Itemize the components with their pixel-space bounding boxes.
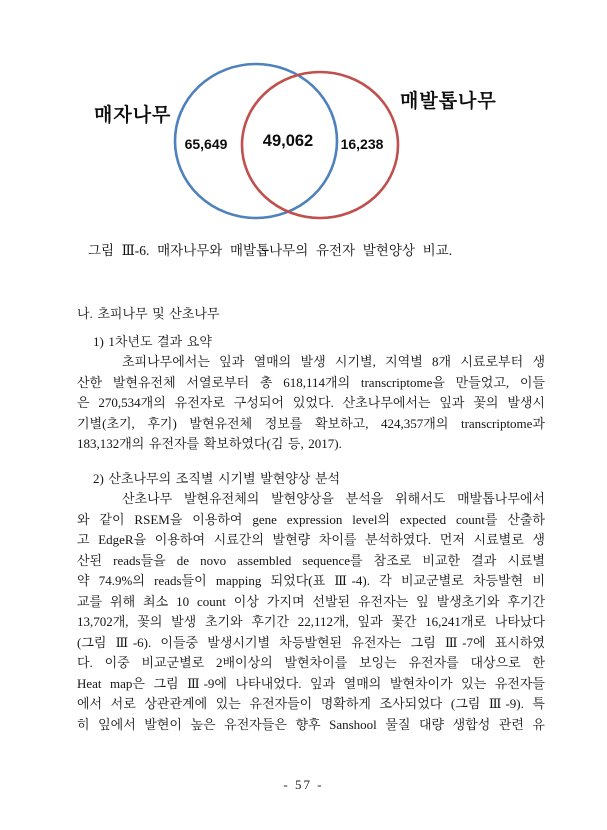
text-line: 약 74.9%의 reads들이 mapping 되었다(표 Ⅲ-4). 각 비교군별로 차등발현 비 — [77, 573, 545, 588]
text-line: 183,132개의 유전자를 확보하였다(김 등, 2017). — [77, 436, 342, 451]
text-line: 기별(초기, 후기) 발현유전체 정보를 확보하고, 424,357개의 transcriptome과 — [77, 415, 545, 431]
venn-right-only-count: 16,238 — [340, 136, 384, 152]
body-text — [77, 304, 545, 735]
text-line: 13,702개, 꽃의 발생 초기와 후기간 22,112개, 잎과 꽃간 16,241개로 나타났다 — [77, 614, 545, 629]
text-line: 은 270,534개의 유전자로 구성되어 있었다. 산초나무에서는 잎과 꽃의 발생시 — [77, 395, 545, 410]
text-line: 산된 reads들을 de novo assembled sequence를 참조로 비교한 결과 시료별 — [77, 552, 545, 568]
text-line: 교를 위해 최소 10 count 이상 가지며 선발된 유전자는 잎 발생초기와 후기간 — [77, 593, 545, 609]
text-line: 에서 서로 상관관계에 있는 유전자들이 명확하게 조사되었다 (그림 Ⅲ-9). 특 — [77, 696, 545, 711]
text-line: 산한 발현유전체 서열로부터 총 618,114개의 transcriptome을 만들었고, 이들 — [77, 374, 545, 390]
figure-caption: 그림 Ⅲ-6. 매자나무와 매발톱나무의 유전자 발현양상 비교. — [88, 243, 453, 258]
venn-left-only-count: 65,649 — [184, 136, 228, 152]
venn-right-set-label: 매발톱나무 — [400, 91, 497, 112]
text-line: Heat map은 그림 Ⅲ-9에 나타내었다. 잎과 열매의 발현차이가 있는 유전자들 — [77, 675, 545, 691]
venn-intersection-count: 49,062 — [262, 132, 314, 150]
text-line: 산초나무 발현유전체의 발현양상을 분석을 위해서도 매발톱나무에서 — [122, 491, 545, 506]
text-line: (그림 Ⅲ-6). 이들중 발생시기별 차등발현된 유전자는 그림 Ⅲ-7에 표시하였 — [77, 634, 545, 650]
subsection-heading: 1) 1차년도 결과 요약 — [93, 333, 212, 349]
section-heading: 나. 초피나무 및 산초나무 — [77, 306, 220, 321]
text-line: 다. 이중 비교군별로 2배이상의 발현차이를 보잉는 유전자를 대상으로 한 — [77, 655, 545, 670]
text-line: 고 EdgeR을 이용하여 시료간의 발현량 차이를 분석하였다. 먼저 시료별로 생 — [77, 532, 545, 547]
text-line: 초피나무에서는 잎과 열매의 발생 시기별, 지역별 8개 시료로부터 생 — [122, 354, 545, 369]
page-number: - 57 - — [283, 777, 324, 792]
venn-left-set-label: 매자나무 — [94, 105, 172, 126]
text-line: 와 같이 RSEM을 이용하여 gene expression level의 expected count를 산출하 — [77, 511, 545, 527]
subsection-heading: 2) 산초나무의 조직별 시기별 발현양상 분석 — [93, 470, 341, 486]
text-line: 히 잎에서 발현이 높은 유전자들은 향후 Sanshool 물질 대량 생합성 관련 유 — [77, 716, 545, 732]
